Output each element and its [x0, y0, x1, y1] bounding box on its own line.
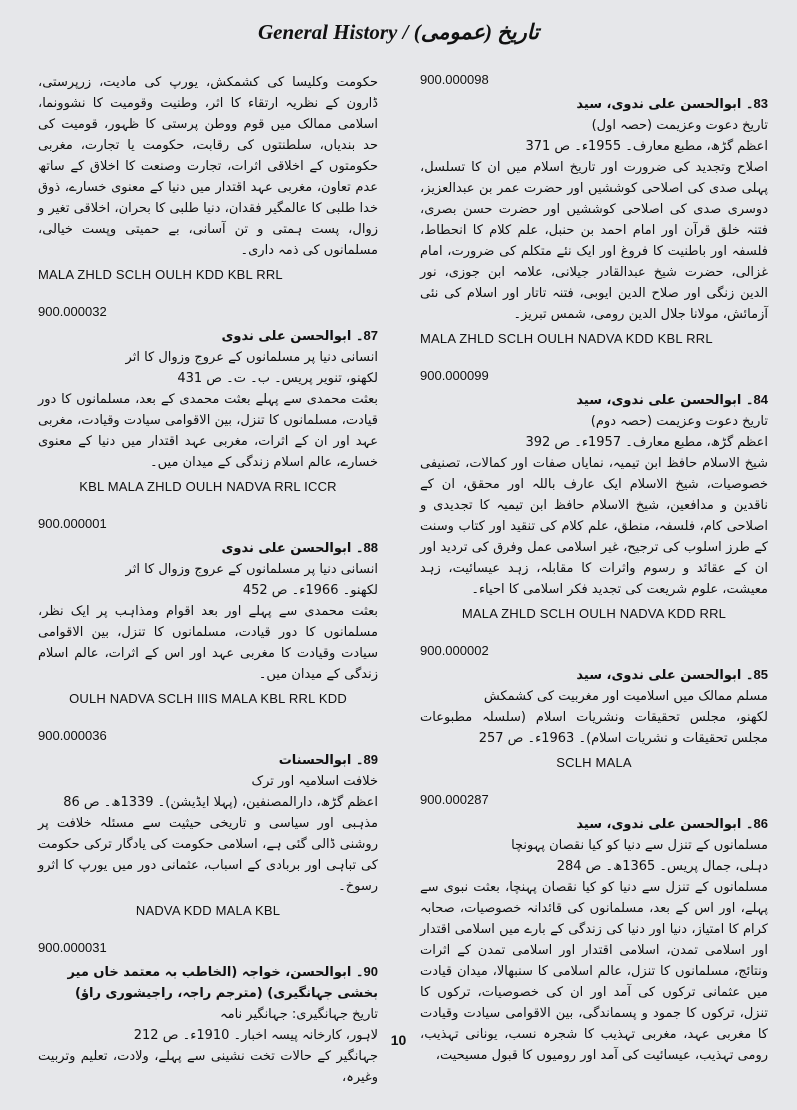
entry-90	[38, 940, 378, 1088]
entry-imprint: لاہور، کارخانہ پیسہ اخبار۔ 1910ء۔ ص 212	[133, 1028, 378, 1043]
library-codes: NADVA KDD MALA KBL	[135, 903, 281, 918]
entry-imprint: اعظم گڑھ، مطبع معارف۔ 1957ء۔ ص 392	[525, 435, 768, 450]
entry-imprint: اعظم گڑھ، مطبع معارف۔ 1955ء۔ ص 371	[525, 139, 768, 154]
entry-imprint: لکھنو۔ 1966ء۔ ص 452	[242, 583, 378, 598]
entry-title: انسانی دنیا پر مسلمانوں کے عروج وزوال کا اثر	[125, 350, 378, 365]
entry-title: مسلمانوں کے تنزل سے دنیا کو کیا نقصان پہونچا	[511, 838, 768, 853]
entry-id: 900.000099	[420, 368, 489, 383]
entry-87	[38, 304, 378, 494]
entry-body: اصلاح وتجدید کی ضرورت اور تاریخ اسلام میں ان کا تسلسل، پہلی صدی کی اصلاحی کوششیں اور حضرت عمر بن عبدالعزیز، دوسری صدی کی اصلاحی کوششیں اور حضرت حسن بصری، فتنہ خلق قرآن اور امام احمد بن حنبل، علم کلام کا انحطاط، فلسفہ اور باطنیت کا فروغ اور ایک نئے متکلم کی ضرورت، امام غزالی، حضرت شیخ عبدالقادر جیلانی، علامہ ابن جوزی، نور الدین زنگی اور صلاح الدین ایوبی، فتنہ تاتار اور اسلام کی نئی آزمائش، مولانا جلال الدین رومی، شمس تبریز۔	[420, 160, 768, 322]
right-column	[420, 72, 768, 1088]
entry-heading: 87۔ ابوالحسن علی ندوی	[221, 328, 378, 344]
entry-id: 900.000002	[420, 643, 489, 658]
entry-imprint: دہلی، جمال پریس۔ 1365ھ۔ ص 284	[556, 859, 768, 874]
entry-id: 900.000032	[38, 304, 107, 319]
entry-89	[38, 728, 378, 918]
entry-title: تاریخ دعوت وعزیمت (حصہ دوم)	[590, 414, 768, 429]
left-column	[38, 72, 378, 1110]
entry-88	[38, 516, 378, 706]
entry-83	[420, 72, 768, 346]
entry-title: انسانی دنیا پر مسلمانوں کے عروج وزوال کا اثر	[125, 562, 378, 577]
entry-title: تاریخ جہانگیری: جہانگیر نامہ	[220, 1007, 378, 1022]
entry-id: 900.000098	[420, 72, 489, 87]
entry-imprint: لکھنو، مجلس تحقیقات ونشریات اسلام (سلسلہ مطبوعات مجلس تحقیقات و نشریات اسلام)۔ 1963ء۔ ص 257	[420, 710, 768, 746]
entry-85	[420, 643, 768, 770]
entry-heading: 84۔ ابوالحسن علی ندوی، سید	[576, 392, 768, 408]
entry-id: 900.000031	[38, 940, 107, 955]
page-header: General History / تاریخ (عمومی)	[257, 20, 540, 44]
entry-body: جہانگیر کے حالات تخت نشینی سے پہلے، ولادت، تعلیم وتربیت وغیرہ،	[38, 1049, 378, 1085]
library-codes: KBL MALA ZHLD OULH NADVA RRL ICCR	[79, 479, 337, 494]
library-codes: MALA ZHLD SCLH OULH NADVA KDD KBL RRL	[420, 331, 713, 346]
entry-heading: 88۔ ابوالحسن علی ندوی	[221, 540, 378, 556]
entry-title: خلافت اسلامیہ اور ترک	[251, 774, 378, 789]
entry-body: مسلمانوں کے تنزل سے دنیا کو کیا نقصان پہنچا، بعثت نبوی سے پہلے، اور اس کے بعد، مسلمانوں کی قائدانہ خصوصیات، صحابہ کرام کا امتیاز، دنیا اور دنیا کی زندگی کے بارے میں اسلامی اقتدار اور اسلامی تمدن، اسلامی اقتدار اور اسلامی تمدن کے اثرات ونتائج، مسلمانوں کا تنزل، عالم اسلامی کا سنبھالا، میدان قیادت میں عثمانی ترکوں کی آمد اور ان کی خصوصیات، ترکوں کا تنزل، ترکوں کا جمود و پسماندگی، بین الاقوامی سیادت وقیادت کا مغربی عہد، مغربی تہذیب کا شجرہ نسب، یونانی تہذیب، رومی تہذیب، عیسائیت کی آمد اور رومیوں کا قبول مسیحیت،	[420, 880, 768, 1063]
entry-86	[420, 792, 768, 1066]
entry-imprint: لکھنو، تنویر پریس۔ ب۔ ت۔ ص 431	[177, 371, 378, 386]
library-codes: SCLH MALA	[556, 755, 632, 770]
entry-body: شیخ الاسلام حافظ ابن تیمیہ، نمایاں صفات اور کمالات، تصنیفی خصوصیات، شیخ الاسلام ایک عارف باللہ اور محقق، ان کے ناقدین و مدافعین، شیخ الاسلام حافظ ابن تیمیہ کا تجدیدی و اصلاحی کام، فلسفہ، منطق، علم کلام کی تنقید اور کتاب وسنت کے طرز اسلوب کی ترجیح، غیر اسلامی عمل وفرق کی تردید اور ان کے عقائد و رسوم واثرات کا مقابلہ، زہد عیسائیت، زہد معیشت، علوم شریعت کی تجدید فکر اسلامی کا احیاء۔	[420, 456, 768, 597]
entry-body: بعثت محمدی سے پہلے بعثت محمدی کے بعد، مسلمانوں کا دور قیادت، مسلمانوں کا تنزل، بین الاقوامی سیادت وقیادت، مغربی عہد اور ان کے اثرات، مغربی عہد اقتدار میں دنیا کے معنوی خسارے، عالم اسلام زندگی کے میدان میں۔	[38, 392, 378, 470]
entry-heading: 86۔ ابوالحسن علی ندوی، سید	[576, 816, 768, 832]
library-codes: MALA ZHLD SCLH OULH NADVA KDD RRL	[461, 606, 727, 621]
library-codes: MALA ZHLD SCLH OULH KDD KBL RRL	[38, 267, 283, 282]
entry-body: مذہبی اور سیاسی و تاریخی حیثیت سے مسئلہ خلافت پر روشنی ڈالی گئی ہے، اسلامی حکومت کی یادگار ترکی حکومت کی تباہی اور بربادی کے اسباب، عثمانی دور میں یورپ کا اثرو رسوخ۔	[38, 816, 378, 894]
entry-title: تاریخ دعوت وعزیمت (حصہ اول)	[591, 118, 768, 133]
library-codes: OULH NADVA SCLH IIIS MALA KBL RRL KDD	[69, 691, 347, 706]
entry-id: 900.000036	[38, 728, 107, 743]
entry-id: 900.000287	[420, 792, 489, 807]
entry-body: حکومت وکلیسا کی کشمکش، یورپ کی مادیت، زرپرستی، ڈارون کے نظریہ ارتقاء کا اثر، وطنیت وقومیت کا نشوونما، اسلامی ممالک میں قوم ووطن پرستی کا ظہور، قومیت کی حد بندیاں، سلطنتوں کی رقابت، حکومت یا تجارت، مغربی حکومتوں کے اخلاقی اثرات، تجارت وصنعت کا اخلاق کے ساتھ عدم تعاون، مغربی عہد اقتدار میں دنیا کے معنوی خسارے، ذوق خدا طلبی کا عالمگیر فقدان، دنیا طلبی کا بحران، اخلاقی تغیر و زوال، پست ہمتی و تن آسانی، بے حمیتی وپست خیالی، مسلمانوں کی ذمہ داری۔	[38, 75, 378, 258]
intro-continuation	[38, 72, 378, 282]
entry-imprint: اعظم گڑھ، دارالمصنفین، (پہلا ایڈیشن)۔ 1339ھ۔ ص 86	[63, 795, 378, 810]
entry-84	[420, 368, 768, 621]
entry-heading: 90۔ ابوالحسن، خواجہ (الخاطب بہ معتمد خاں میر بخشی جہانگیری) (مترجم راجہ، راجیشوری راؤ)	[67, 964, 378, 1001]
entry-body: بعثت محمدی سے پہلے اور بعد اقوام ومذاہب پر ایک نظر، مسلمانوں کا دور قیادت، مسلمانوں کا تنزل، بین الاقوامی سیادت وقیادت کا مغربی عہد اور اس کے اثرات، عالم اسلام زندگی کے میدان میں۔	[38, 604, 378, 682]
entry-heading: 85۔ ابوالحسن علی ندوی، سید	[576, 667, 768, 683]
page-number: 10	[390, 1032, 407, 1048]
entry-heading: 83۔ ابوالحسن علی ندوی، سید	[576, 96, 768, 112]
entry-heading: 89۔ ابوالحسنات	[278, 752, 378, 768]
entry-title: مسلم ممالک میں اسلامیت اور مغربیت کی کشمکش	[483, 689, 768, 704]
entry-id: 900.000001	[38, 516, 107, 531]
